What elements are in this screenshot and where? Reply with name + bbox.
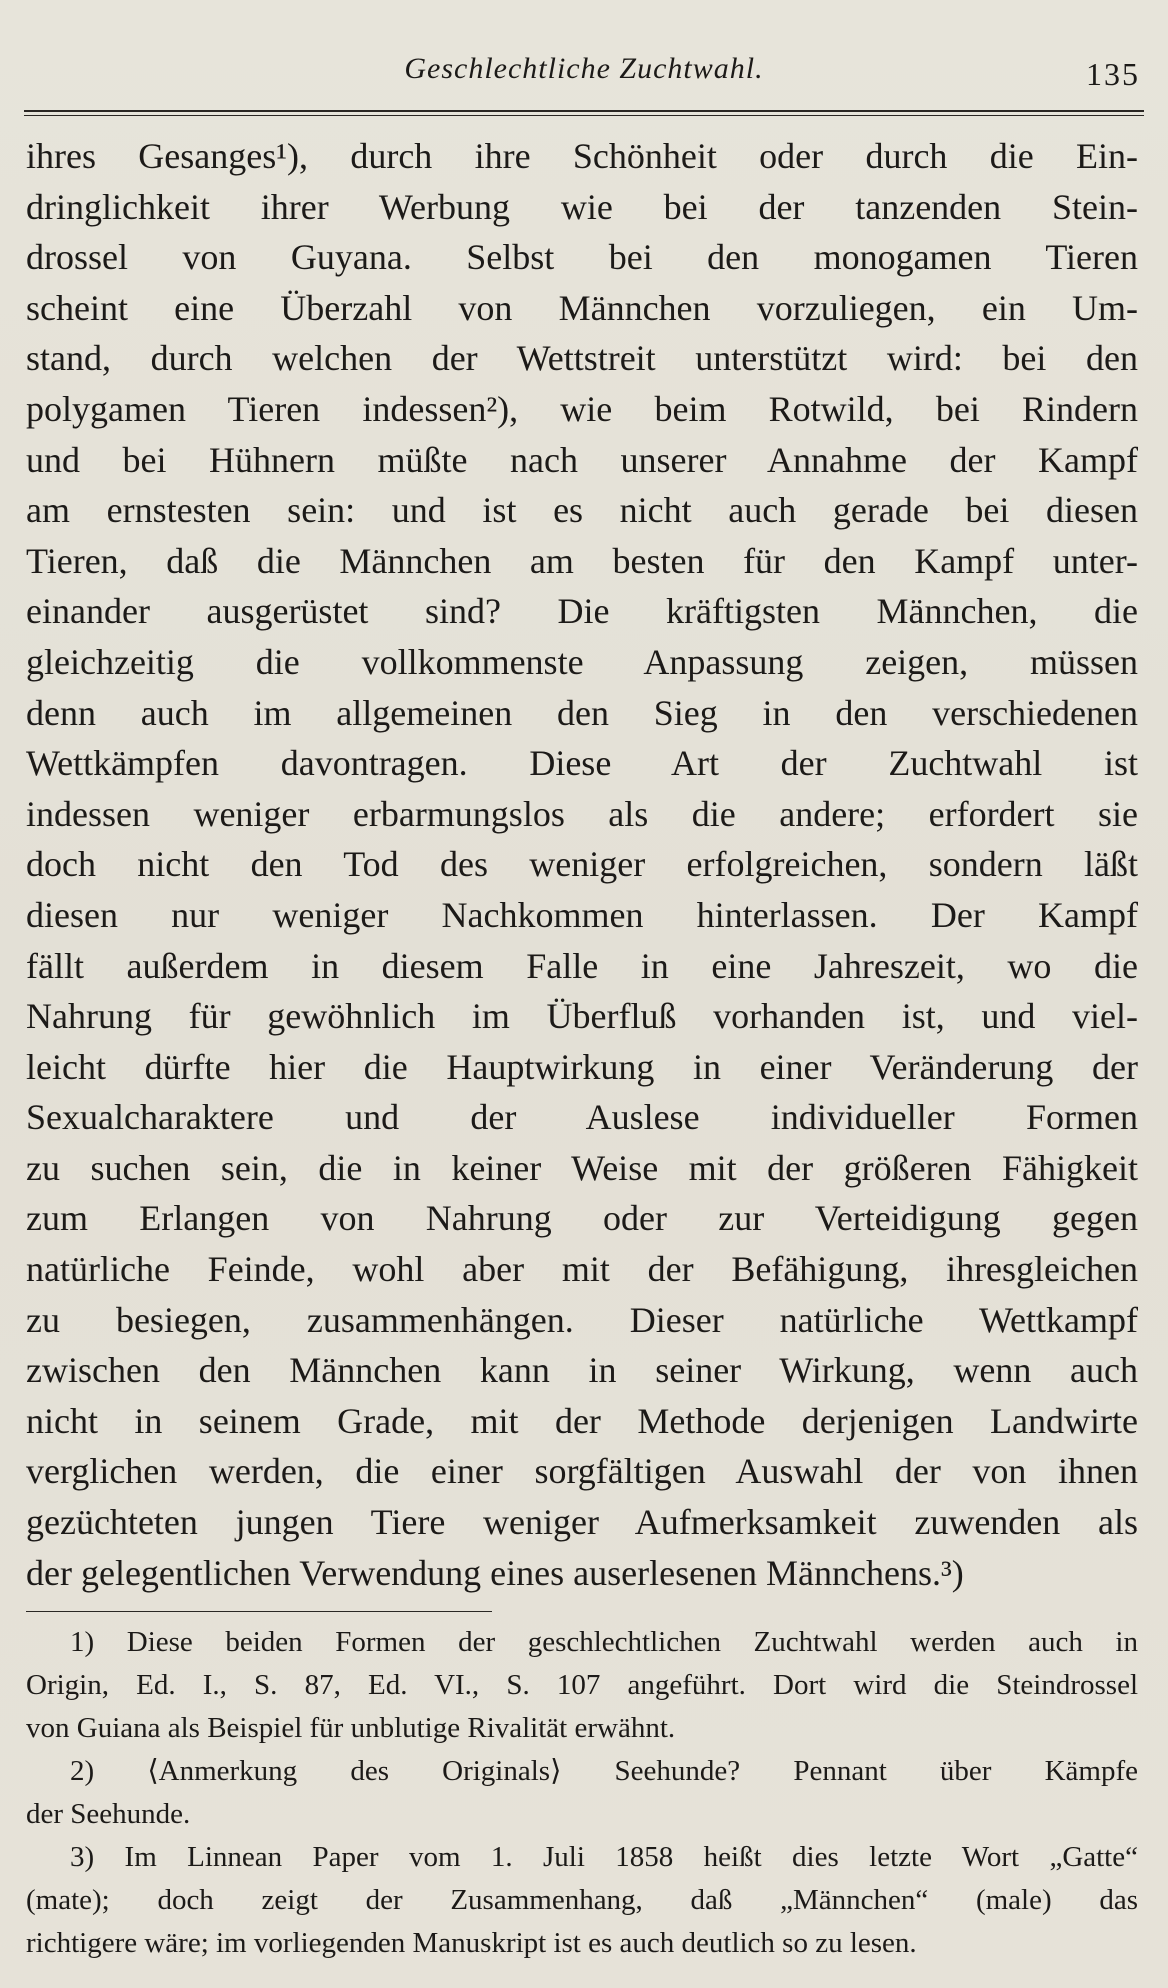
footnote-3-line: richtigere wäre; im vorliegenden Manuskript ist es auch deutlich so zu lesen. [26, 1927, 917, 1959]
body-line: stand, durch welchen der Wettstreit unterstützt wird: bei den [26, 338, 1138, 379]
footnote-1-line: von Guiana als Beispiel für unblutige Rivalität erwähnt. [26, 1712, 676, 1744]
footnote-2-line: der Seehunde. [26, 1798, 191, 1830]
body-line: zu suchen sein, die in keiner Weise mit der größeren Fähigkeit [26, 1147, 1138, 1188]
body-line: der gelegentlichen Verwendung eines auserlesenen Männchens.³) [26, 1552, 964, 1593]
body-line: zwischen den Männchen kann in seiner Wirkung, wenn auch [26, 1350, 1138, 1391]
footnote-3-line: 3) Im Linnean Paper vom 1. Juli 1858 heißt dies letzte Wort „Gatte“ [70, 1841, 1138, 1873]
footnote-1-line: Origin, Ed. I., S. 87, Ed. VI., S. 107 angeführt. Dort wird die Steindrossel [26, 1669, 1138, 1701]
body-line: nicht in seinem Grade, mit der Methode derjenigen Landwirte [26, 1400, 1138, 1441]
running-title: Geschlechtliche Zuchtwahl. [404, 52, 764, 85]
body-line: gleichzeitig die vollkommenste Anpassung zeigen, müssen [26, 641, 1138, 682]
body-line: fällt außerdem in diesem Falle in eine Jahreszeit, wo die [26, 945, 1138, 986]
body-line: Sexualcharaktere und der Auslese individueller Formen [26, 1097, 1138, 1138]
body-line: und bei Hühnern müßte nach unserer Annahme der Kampf [26, 439, 1138, 480]
body-line: diesen nur weniger Nachkommen hinterlassen. Der Kampf [26, 894, 1138, 935]
body-line: einander ausgerüstet sind? Die kräftigsten Männchen, die [26, 591, 1138, 632]
footnote-rule [26, 1611, 492, 1612]
body-line: ihres Gesanges¹), durch ihre Schönheit oder durch die Ein- [26, 136, 1138, 176]
body-text [26, 131, 1138, 1598]
running-head [0, 52, 1168, 102]
body-line: drossel von Guyana. Selbst bei den monogamen Tieren [26, 237, 1138, 278]
footnotes [26, 1621, 1138, 1965]
body-line: leicht dürfte hier die Hauptwirkung in einer Veränderung der [26, 1046, 1138, 1087]
body-line: zum Erlangen von Nahrung oder zur Verteidigung gegen [26, 1198, 1138, 1239]
body-line: indessen weniger erbarmungslos als die andere; erfordert sie [26, 793, 1138, 834]
footnote-2-line: 2) ⟨Anmerkung des Originals⟩ Seehunde? Pennant über Kämpfe [70, 1755, 1138, 1787]
body-line: denn auch im allgemeinen den Sieg in den verschiedenen [26, 692, 1138, 733]
body-line: gezüchteten jungen Tiere weniger Aufmerksamkeit zuwenden als [26, 1502, 1138, 1543]
body-line: zu besiegen, zusammenhängen. Dieser natürliche Wettkampf [26, 1299, 1138, 1340]
page-number: 135 [1086, 56, 1140, 92]
body-line: doch nicht den Tod des weniger erfolgreichen, sondern läßt [26, 844, 1138, 885]
body-line: natürliche Feinde, wohl aber mit der Befähigung, ihresgleichen [26, 1249, 1138, 1290]
body-line: Wettkämpfen davontragen. Diese Art der Zuchtwahl ist [26, 743, 1138, 784]
footnote-1-line: 1) Diese beiden Formen der geschlechtlichen Zuchtwahl werden auch in [70, 1626, 1138, 1658]
body-line: Tieren, daß die Männchen am besten für den Kampf unter- [26, 540, 1138, 581]
body-line: polygamen Tieren indessen²), wie beim Rotwild, bei Rindern [26, 388, 1138, 429]
body-line: Nahrung für gewöhnlich im Überfluß vorhanden ist, und viel- [26, 996, 1138, 1037]
header-rule [24, 110, 1144, 116]
body-line: verglichen werden, die einer sorgfältigen Auswahl der von ihnen [26, 1451, 1138, 1492]
body-line: am ernstesten sein: und ist es nicht auch gerade bei diesen [26, 490, 1138, 531]
body-line: dringlichkeit ihrer Werbung wie bei der tanzenden Stein- [26, 186, 1138, 227]
body-line: scheint eine Überzahl von Männchen vorzuliegen, ein Um- [26, 287, 1138, 328]
footnote-3-line: (mate); doch zeigt der Zusammenhang, daß „Männchen“ (male) das [26, 1884, 1138, 1916]
